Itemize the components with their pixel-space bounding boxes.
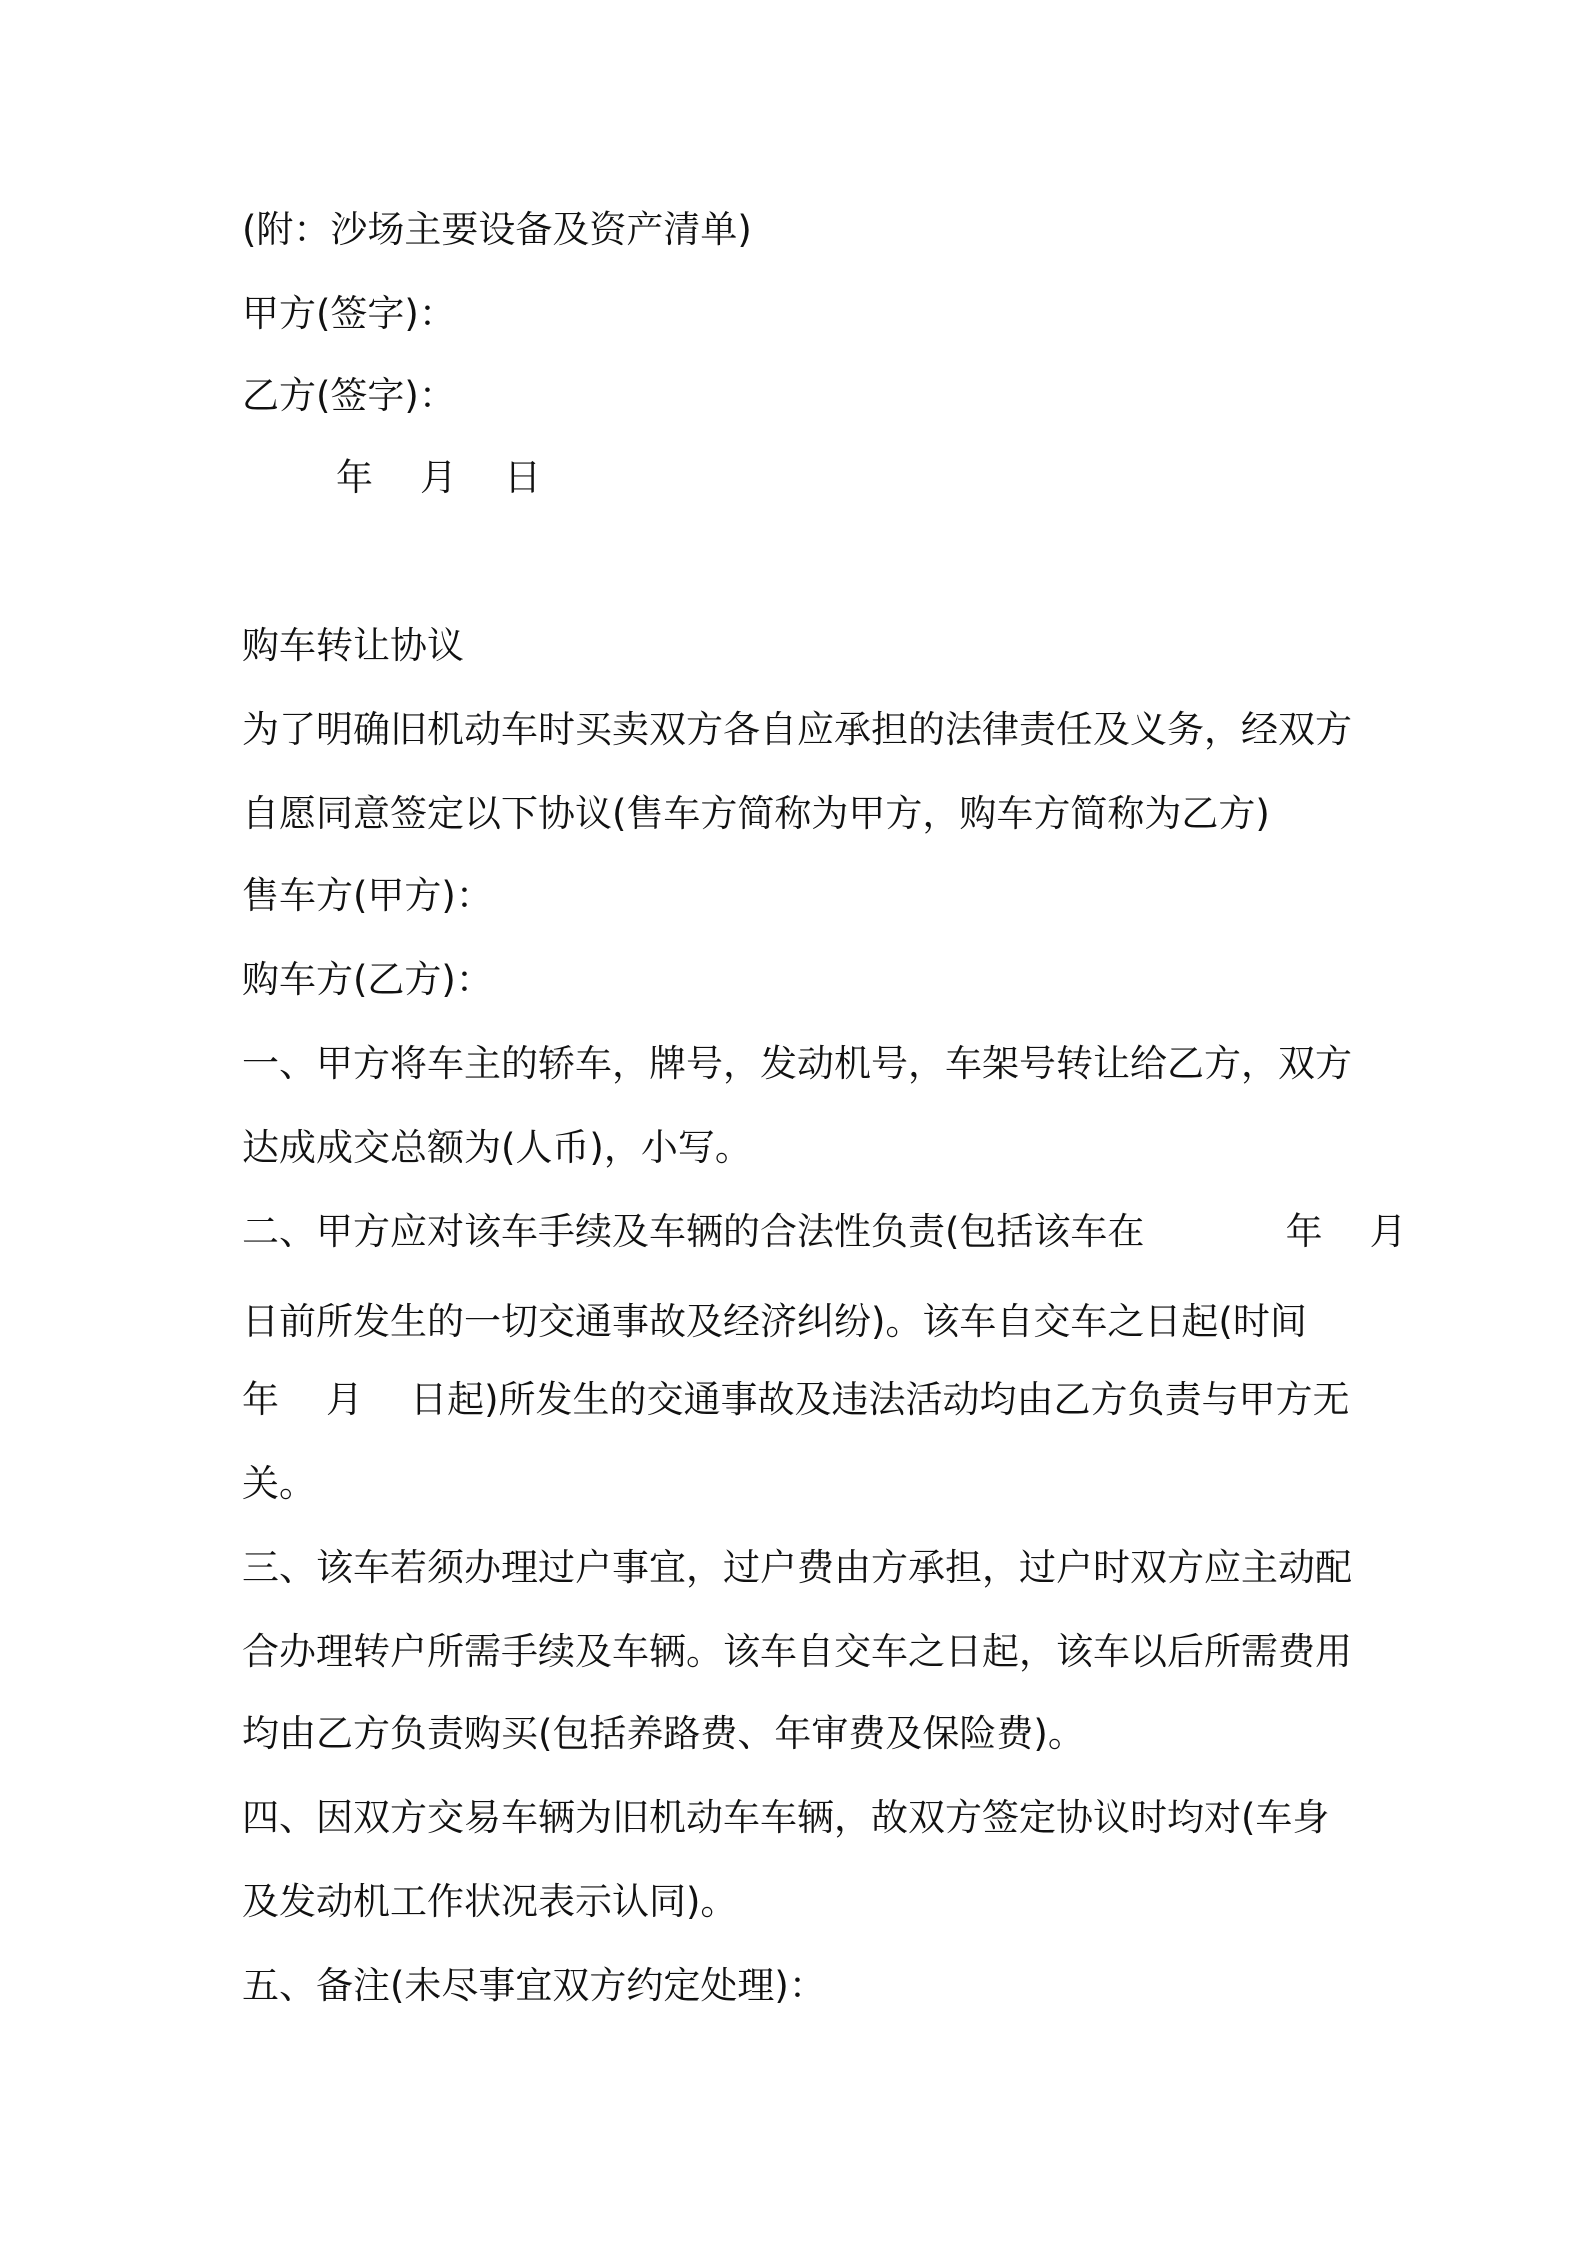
clause-4-line: 及发动机工作状况表示认同)。 xyxy=(242,1880,738,1923)
clause-5-line: 五、备注(未尽事宜双方约定处理)： xyxy=(242,1964,826,2007)
buyer-label: 购车方(乙方)： xyxy=(242,958,493,1001)
clause-4-line: 四、因双方交易车辆为旧机动车车辆，故双方签定协议时均对(车身 xyxy=(242,1796,1330,1839)
clause-2-line: 二、甲方应对该车手续及车辆的合法性负责(包括该车在 年 月 xyxy=(242,1210,1407,1253)
contract-title: 购车转让协议 xyxy=(242,624,464,667)
seller-label: 售车方(甲方)： xyxy=(242,874,493,917)
clause-1-line: 达成成交总额为(人币)，小写。 xyxy=(242,1126,752,1169)
party-a-signature-label: 甲方(签字)： xyxy=(242,292,456,335)
clause-1-line: 一、甲方将车主的轿车，牌号，发动机号，车架号转让给乙方，双方 xyxy=(242,1042,1352,1085)
signature-date: 年 月 日 xyxy=(336,456,542,499)
clause-2-line: 年 月 日起)所发生的交通事故及违法活动均由乙方负责与甲方无 xyxy=(242,1378,1350,1421)
intro-line: 自愿同意签定以下协议(售车方简称为甲方，购车方简称为乙方) xyxy=(242,792,1270,835)
intro-line: 为了明确旧机动车时买卖双方各自应承担的法律责任及义务，经双方 xyxy=(242,708,1352,751)
clause-2-line: 关。 xyxy=(242,1462,316,1505)
attachment-note: (附：沙场主要设备及资产清单) xyxy=(242,208,752,251)
clause-2-line: 日前所发生的一切交通事故及经济纠纷)。该车自交车之日起(时间 xyxy=(242,1300,1307,1343)
clause-3-line: 合办理转户所需手续及车辆。该车自交车之日起，该车以后所需费用 xyxy=(242,1630,1352,1673)
clause-3-line: 三、该车若须办理过户事宜，过户费由方承担，过户时双方应主动配 xyxy=(242,1546,1352,1589)
clause-3-line: 均由乙方负责购买(包括养路费、年审费及保险费)。 xyxy=(242,1712,1085,1755)
party-b-signature-label: 乙方(签字)： xyxy=(242,374,456,417)
